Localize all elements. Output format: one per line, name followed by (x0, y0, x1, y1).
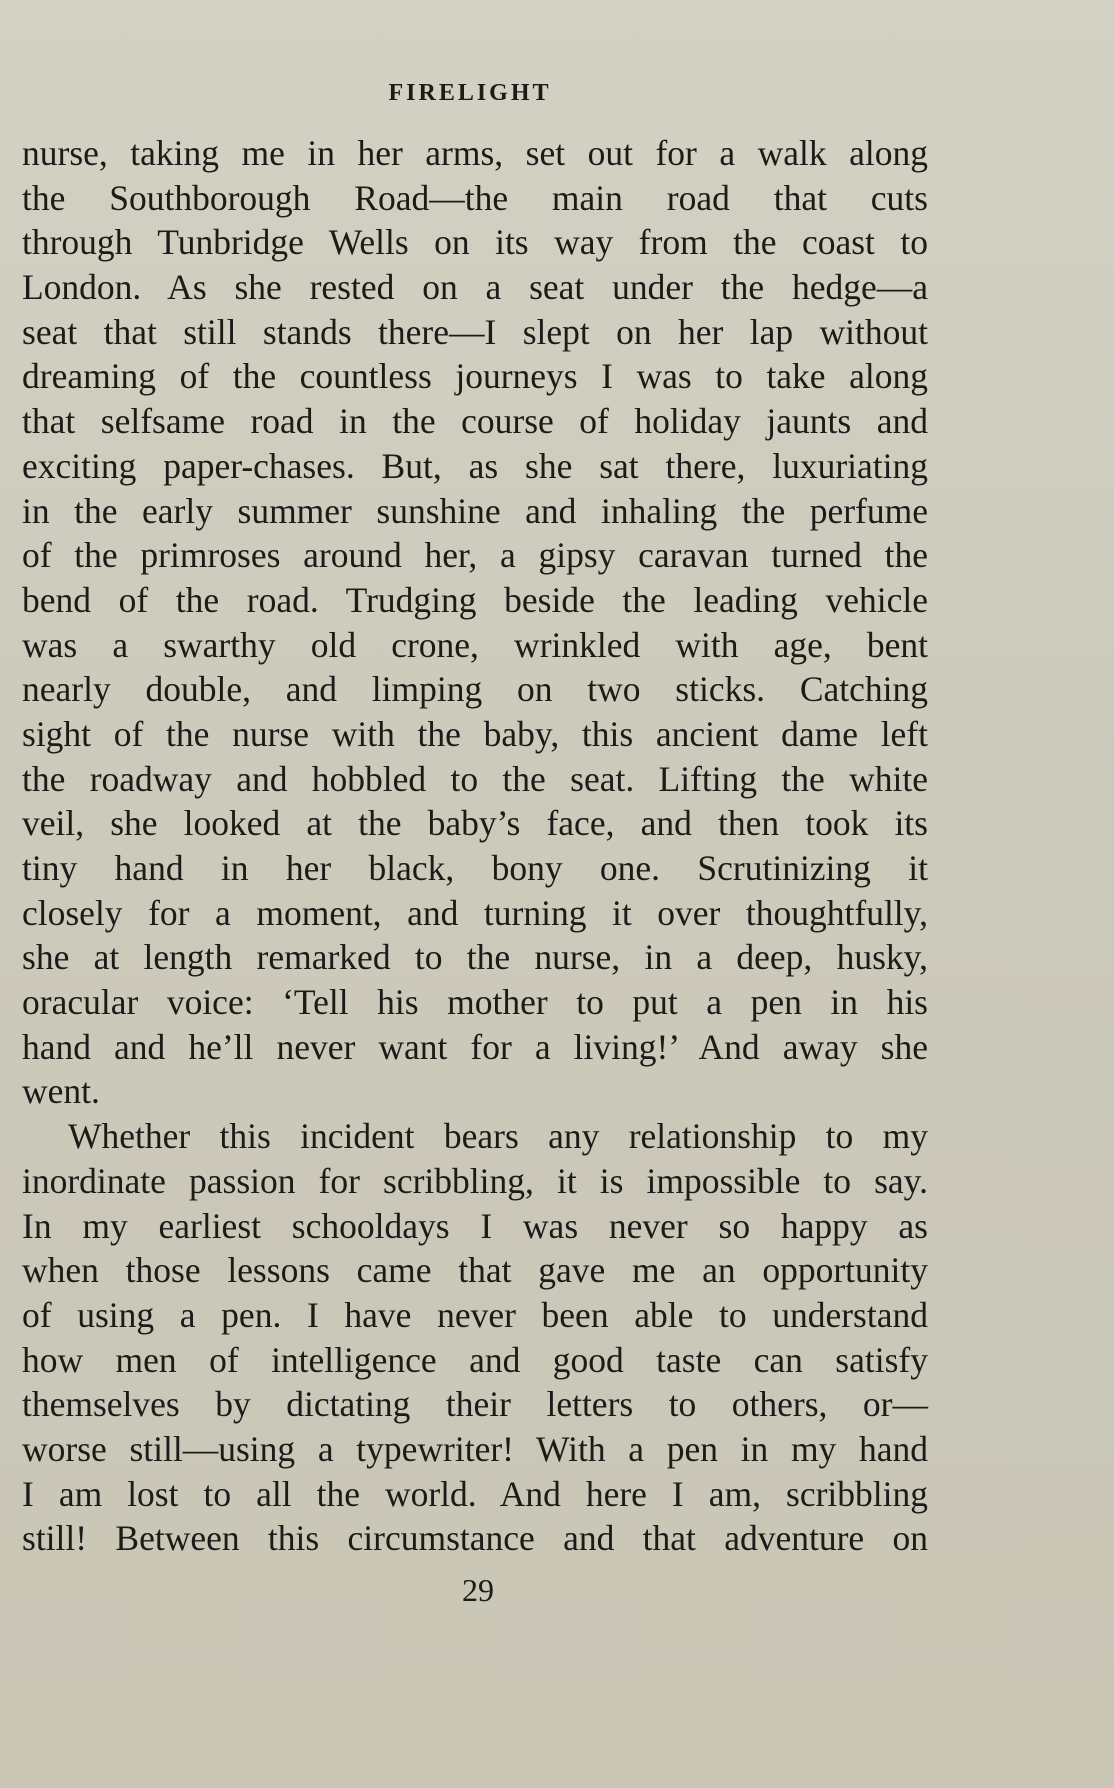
text-line: oracular voice: ‘Tell his mother to put a pen in his (22, 982, 928, 1023)
text-line: how men of intelligence and good taste can satisfy (22, 1339, 928, 1380)
text-line: closely for a moment, and turning it over thoughtfully, (22, 892, 928, 933)
text-line: nearly double, and limping on two sticks. Catching (22, 669, 928, 710)
text-line: nurse, taking me in her arms, set out for a walk along (22, 133, 928, 173)
page-number: 29 (462, 1572, 494, 1608)
text-line: veil, she looked at the baby’s face, and then took its (22, 803, 928, 844)
text-line: through Tunbridge Wells on its way from the coast to (22, 222, 928, 263)
paragraph-1 (22, 131, 928, 1114)
paragraph-2 (22, 1114, 928, 1561)
body-text (22, 131, 928, 1561)
text-line: of using a pen. I have never been able to understand (22, 1294, 928, 1335)
text-line: London. As she rested on a seat under the hedge—a (22, 267, 928, 308)
text-line: the Southborough Road—the main road that cuts (22, 177, 928, 218)
text-line: sight of the nurse with the baby, this ancient dame left (22, 713, 928, 754)
text-line: in the early summer sunshine and inhaling the perfume (22, 490, 928, 531)
text-line: when those lessons came that gave me an opportunity (22, 1250, 928, 1291)
text-line: seat that still stands there—I slept on her lap without (22, 311, 928, 352)
text-line: that selfsame road in the course of holiday jaunts and (22, 401, 928, 442)
text-line: she at length remarked to the nurse, in a deep, husky, (22, 937, 928, 978)
text-line: themselves by dictating their letters to others, or— (22, 1384, 928, 1425)
text-line: was a swarthy old crone, wrinkled with age, bent (22, 624, 928, 665)
text-line: Whether this incident bears any relationship to my (68, 1116, 928, 1157)
text-line: dreaming of the countless journeys I was to take along (22, 356, 928, 397)
text-line: of the primroses around her, a gipsy caravan turned the (22, 535, 928, 576)
text-line: bend of the road. Trudging beside the leading vehicle (22, 579, 928, 620)
text-line: I am lost to all the world. And here I am, scribbling (22, 1473, 928, 1514)
text-line: inordinate passion for scribbling, it is impossible to say. (22, 1160, 928, 1201)
running-head: FIRELIGHT (388, 80, 552, 106)
text-line: went. (22, 1071, 100, 1112)
text-line: In my earliest schooldays I was never so happy as (22, 1205, 928, 1246)
text-line: the roadway and hobbled to the seat. Lifting the white (22, 758, 928, 799)
text-line: hand and he’ll never want for a living!’ And away she (22, 1026, 928, 1067)
text-line: tiny hand in her black, bony one. Scrutinizing it (22, 848, 928, 888)
text-line: worse still—using a typewriter! With a pen in my hand (22, 1428, 928, 1469)
text-line: still! Between this circumstance and that adventure on (22, 1518, 928, 1559)
text-line: exciting paper-chases. But, as she sat there, luxuriating (22, 445, 928, 486)
